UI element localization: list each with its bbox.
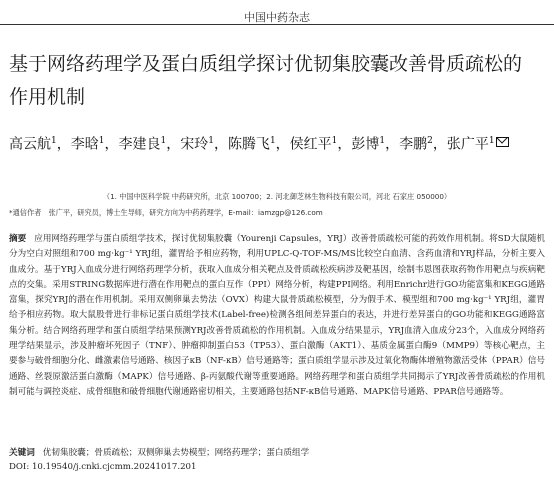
author-separator: ， bbox=[213, 136, 228, 153]
author-affiliation-mark: 1 bbox=[160, 136, 167, 146]
author-separator: ， bbox=[337, 136, 352, 153]
author-list bbox=[9, 122, 549, 165]
header-rule bbox=[0, 24, 554, 25]
mail-icon bbox=[496, 137, 509, 147]
affiliation: （1. 中国中医科学院 中药研究所，北京 100700；2. 河北御芝林生物科技有限公司，河北 石家庄 050000） bbox=[102, 192, 452, 201]
author-affiliation-mark: 1 bbox=[331, 136, 338, 146]
author-name: 李建良 bbox=[118, 136, 161, 153]
author-affiliation-mark: 1 bbox=[208, 136, 214, 146]
author-name: 侯红平 bbox=[289, 136, 332, 153]
author-name: 宋玲 bbox=[180, 136, 209, 153]
author-affiliation-mark: 1 bbox=[488, 136, 495, 146]
author-affiliation-mark: 1 bbox=[51, 136, 57, 146]
abstract-label: 摘要 bbox=[9, 234, 27, 244]
author-name: 陈腾飞 bbox=[227, 136, 270, 153]
doi: DOI: 10.19540/j.cnki.cjcmm.20241017.201 bbox=[9, 462, 197, 472]
journal-name: 中国中药杂志 bbox=[244, 11, 310, 24]
abstract-text: 应用网络药理学与蛋白质组学技术，探讨优韧集胶囊（Yourenji Capsules，YRJ）改善骨质疏松可能的药效作用机制。将SD大鼠随机分为空白对照组和700 mg·kg⁻¹ YRJ组，灌胃给予相应药物，利用UPLC-Q-TOF-MS/MS比较空白血清、含药血清和YRJ样品，分析主要入血成分。基于YRJ入血成分进行网络药理学分析，获取入血成分相关靶点及骨质疏松疾病涉及靶基因，绘制韦恩图获取药物作用靶点与疾病靶点的交集。采用STRING数据库进行潜在作用靶点的蛋白互作（PPI）网络分析，构建PPI网络。利用Enrichr进行GO功能富集和KEGG通路富集，探究YRJ的潜在作用机制。采用双侧卵巢去势法（OVX）构建大鼠骨质疏松模型，分为假手术、模型组和700 mg·kg⁻¹ YRJ组，灌胃给予相应药物。取大鼠股骨进行非标记蛋白质组学技术(Label-free)检测各组间差异蛋白的表达，并进行差异蛋白的GO功能和KEGG通路富集分析。结合网络药理学和蛋白质组学结果预测YRJ改善骨质疏松的作用机制。入血成分结果显示，YRJ血清入血成分23个，入血成分网络药理学结果显示，涉及肿瘤坏死因子（TNF）、肿瘤抑制蛋白53（TP53）、蛋白激酶（AKT1）、基质金属蛋白酶9（MMP9）等核心靶点，主要参与破骨细胞分化、雌激素信号通路、核因子κB（NF-κB）信号通路等；蛋白质组学显示涉及过氧化物酶体增殖物激活受体（PPAR）信号通路、丝裂原激活蛋白激酶（MAPK）信号通路、β-丙氨酸代谢等重要通路。网络药理学和蛋白质组学共同揭示了YRJ改善骨质疏松的作用机制可能与调控炎症、成骨细胞和破骨细胞代谢通路密切相关，主要通路包括NF-κB信号通路、MAPK信号通路、PPAR信号通路等。 bbox=[9, 234, 545, 397]
author-separator: ， bbox=[166, 136, 181, 153]
author-affiliation-mark: 2 bbox=[427, 136, 433, 146]
author-separator: ， bbox=[104, 136, 119, 153]
keywords-text: 优韧集胶囊；骨质疏松；双侧卵巢去势模型；网络药理学；蛋白质组学 bbox=[42, 448, 310, 458]
author-name: 张广平 bbox=[446, 136, 489, 153]
author-name: 李鹏 bbox=[399, 136, 428, 153]
paper-title: 基于网络药理学及蛋白质组学探讨优韧集胶囊改善骨质疏松的作用机制 bbox=[9, 53, 523, 108]
author-separator: ， bbox=[56, 136, 71, 153]
correspondence-note: *通信作者 张广平，研究员，博士生导师，研究方向为中药药理学，E-mail：iamzgp@126.com bbox=[9, 208, 323, 217]
author-separator: ， bbox=[275, 136, 290, 153]
author-separator: ， bbox=[432, 136, 447, 153]
keywords-label: 关键词 bbox=[9, 448, 35, 458]
author-name: 高云航 bbox=[9, 136, 51, 153]
abstract bbox=[9, 232, 545, 400]
author-separator: ， bbox=[385, 136, 400, 153]
author-name: 李晗 bbox=[70, 136, 99, 153]
author-affiliation-mark: 1 bbox=[98, 136, 105, 146]
author-name: 彭博 bbox=[351, 136, 380, 153]
keywords bbox=[9, 446, 545, 460]
author-affiliation-mark: 1 bbox=[269, 136, 276, 146]
author-affiliation-mark: 1 bbox=[379, 136, 386, 146]
